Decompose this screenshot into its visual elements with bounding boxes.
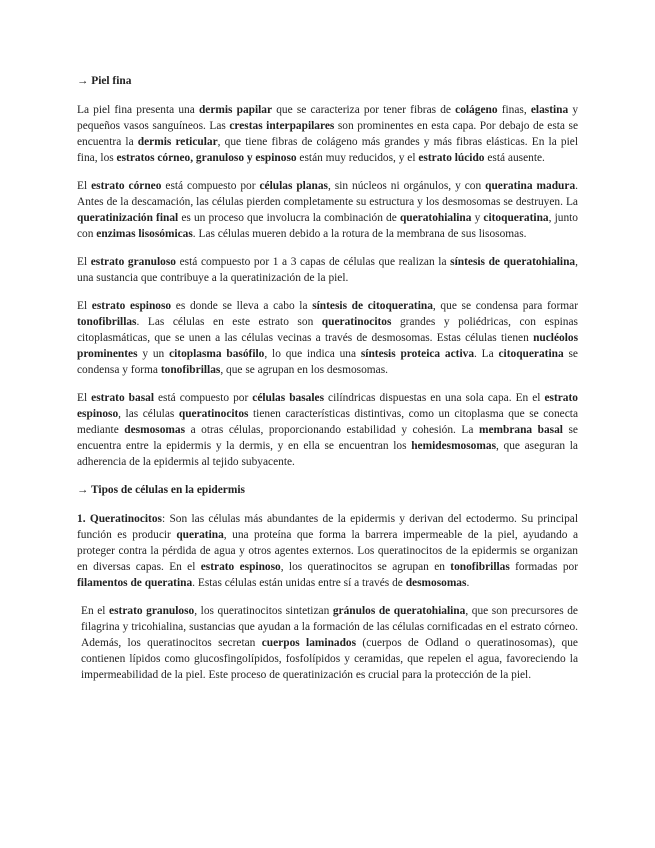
bold-term: citoplasma basófilo [169, 348, 265, 360]
text-run: En el [81, 605, 110, 617]
text-run: , que tiene fibras de colágeno más grandes y más fibras elásticas. En la piel fina, los [77, 136, 579, 164]
bold-term: queratina madura [485, 180, 576, 192]
text-run: , que se condensa para formar [432, 300, 579, 312]
bold-term: tonofibrillas [160, 364, 221, 376]
text-run: es un proceso que involucra la combinación de [178, 212, 400, 224]
text-run: El [77, 300, 92, 312]
text-run: La piel fina presenta una [77, 104, 199, 116]
bold-term: desmosomas [124, 424, 186, 436]
text-run: formadas por [509, 561, 578, 573]
section-heading-tipos-celulas: → Tipos de células en la epidermis [77, 484, 245, 496]
text-run: se condensa y forma [77, 348, 578, 376]
text-run: son prominentes en esta capa. Por debajo de esta se encuentra la [77, 120, 579, 148]
bold-term: queratinocitos [178, 408, 249, 420]
text-run: , lo que indica una [264, 348, 361, 360]
text-run: (cuerpos de Odland o queratinosomas), que contienen lípidos como glucosfingolípidos, fosfolípidos y ceramidas, que repelen el agua, favoreciendo la impermeabilidad de la piel. Este proceso de queratinización es crucial para la protección de la piel. [81, 637, 578, 681]
text-run: . Estas células están unidas entre sí a través de [192, 577, 406, 589]
text-run: , las células [118, 408, 179, 420]
bold-term: hemidesmosomas [411, 440, 496, 452]
text-run: El [77, 180, 92, 192]
bold-term: estrato basal [91, 392, 154, 404]
text-run: está compuesto por [161, 180, 260, 192]
text-run: . Las células en este estrato son [136, 316, 322, 328]
bold-term: elastina [530, 104, 569, 116]
bold-term: nucléolos prominentes [77, 332, 578, 360]
bold-term: células planas [259, 180, 328, 192]
bold-term: estrato espinoso [77, 392, 578, 420]
bold-term: síntesis proteica activa [360, 348, 475, 360]
text-run: . Las células mueren debido a la rotura de la membrana de sus lisosomas. [192, 228, 527, 240]
text-run: que se caracteriza por tener fibras de [272, 104, 456, 116]
paragraph [77, 298, 578, 378]
text-run: , que aseguran la adherencia de la epidermis al tejido subyacente. [77, 440, 578, 468]
bold-term: filamentos de queratina [77, 577, 193, 589]
bold-term: estrato espinoso [91, 300, 172, 312]
bold-term: queratinización final [77, 212, 179, 224]
text-run: se encuentra entre la epidermis y la dermis, y en ella se encuentran los [77, 424, 578, 452]
bold-term: síntesis de citoqueratina [312, 300, 433, 312]
bold-term: dermis papilar [198, 104, 273, 116]
text-run: , que son precursores de filagrina y tricohialina, sustancias que ayudan a la formación de las células cornificadas en el estrato córneo. Además, los queratinocitos secretan [81, 605, 578, 649]
text-run: está compuesto por 1 a 3 capas de células que realizan la [176, 256, 451, 268]
bold-term: membrana basal [478, 424, 563, 436]
text-run: está ausente. [484, 152, 545, 164]
bold-term: citoqueratina [498, 348, 564, 360]
text-run: , sin núcleos ni orgánulos, y con [328, 180, 486, 192]
text-run: finas, [497, 104, 531, 116]
bold-term: tonofibrillas [77, 316, 137, 328]
bold-term: cuerpos laminados [261, 637, 357, 649]
bold-term: estrato córneo [91, 180, 162, 192]
document-body [77, 73, 578, 683]
paragraph [77, 102, 578, 166]
bold-term: células basales [252, 392, 325, 404]
paragraph [77, 603, 578, 683]
text-run: a otras células, proporcionando estabilidad y cohesión. La [185, 424, 479, 436]
text-run: , los queratinocitos se agrupan en [280, 561, 451, 573]
text-run: tienen características distintivas, como un citoplasma que se conecta mediante [77, 408, 578, 436]
bold-term: queratohialina [399, 212, 472, 224]
text-run: grandes y poliédricas, con espinas citoplasmáticas, que se unen a las células vecinas a través de desmosomas. Estas células tienen [77, 316, 578, 344]
text-run: y [471, 212, 484, 224]
text-run: y pequeños vasos sanguíneos. Las [77, 104, 579, 132]
text-run: . La [474, 348, 499, 360]
text-run: , los queratinocitos sintetizan [194, 605, 333, 617]
text-run: es donde se lleva a cabo la [171, 300, 313, 312]
text-run: , junto con [77, 212, 578, 240]
bold-term: estrato granuloso [90, 256, 176, 268]
text-run: , una sustancia que contribuye a la queratinización de la piel. [77, 256, 578, 284]
text-run: : Son las células más abundantes de la epidermis y derivan del ectodermo. Su principal función es producir [77, 513, 578, 541]
bold-term: tonofibrillas [450, 561, 510, 573]
paragraph [77, 178, 578, 242]
text-run: y un [137, 348, 170, 360]
bold-term: citoqueratina [483, 212, 549, 224]
bold-term: estrato granuloso [109, 605, 195, 617]
bold-term: colágeno [455, 104, 498, 116]
text-run: . Antes de la descamación, las células pierden completamente su estructura y los desmosomas se destruyen. La [77, 180, 578, 208]
bold-term: queratina [176, 529, 224, 541]
paragraph [77, 254, 578, 286]
bold-term: estratos córneo, granuloso y espinoso [116, 152, 297, 164]
text-run: El [77, 256, 91, 268]
bold-term: queratinocitos [321, 316, 392, 328]
bold-term: desmosomas [405, 577, 467, 589]
bold-term: crestas interpapilares [229, 120, 335, 132]
text-run: El [77, 392, 92, 404]
bold-term: estrato espinoso [200, 561, 281, 573]
section-heading-piel-fina: → Piel fina [77, 75, 132, 87]
text-run: está compuesto por [154, 392, 253, 404]
text-run: . [466, 577, 470, 589]
bold-term: dermis reticular [137, 136, 218, 148]
paragraph [77, 390, 578, 470]
text-run: , que se agrupan en los desmosomas. [220, 364, 388, 376]
text-run: cilíndricas dispuestas en una sola capa. En el [324, 392, 545, 404]
paragraph [77, 511, 578, 591]
text-run: están muy reducidos, y el [296, 152, 419, 164]
text-run: , una proteína que forma la barrera impermeable de la piel, ayudando a proteger contra la pérdida de agua y otros agentes externos. Los queratinocitos de la epidermis se organizan en diversas capas. En el [77, 529, 578, 573]
bold-term: gránulos de queratohialina [332, 605, 466, 617]
bold-term: 1. Queratinocitos [77, 513, 162, 525]
bold-term: enzimas lisosómicas [96, 228, 193, 240]
bold-term: estrato lúcido [418, 152, 485, 164]
bold-term: síntesis de queratohialina [450, 256, 576, 268]
